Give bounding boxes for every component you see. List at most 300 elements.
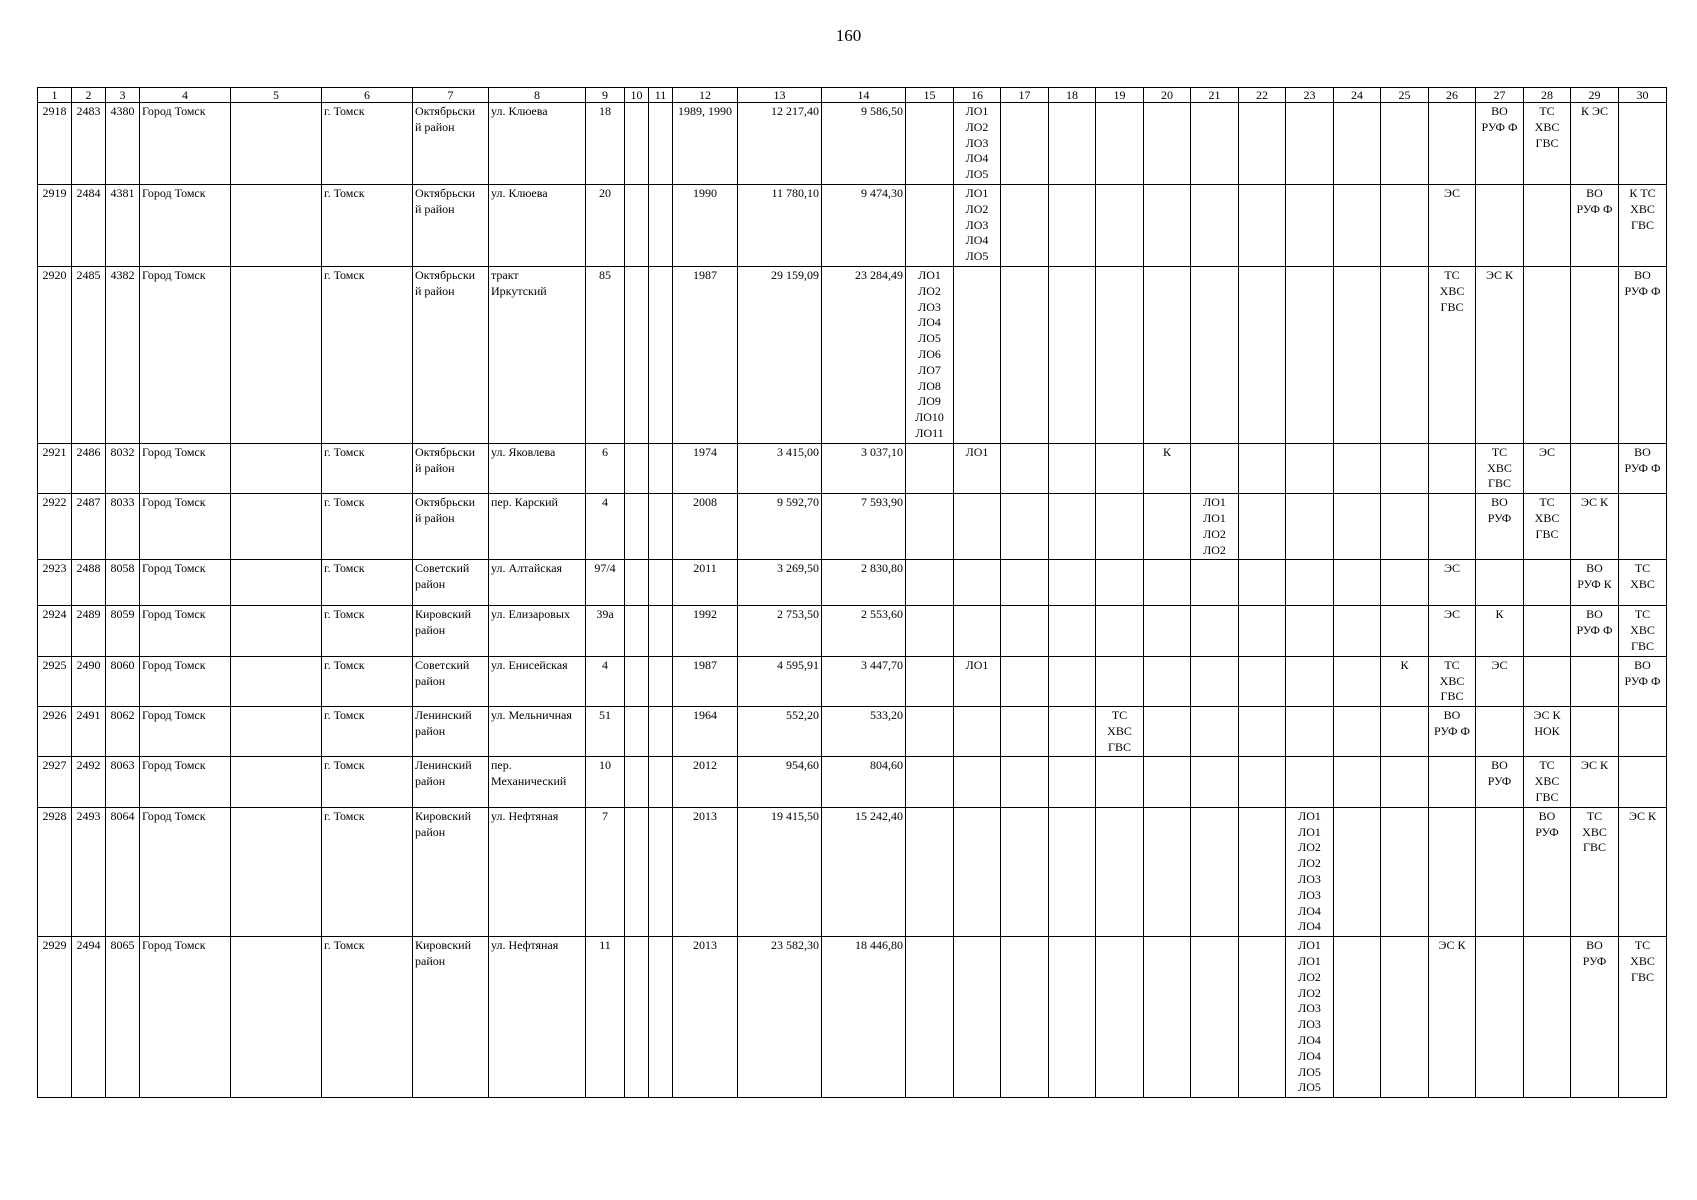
cell-col-29: ЭС К bbox=[1571, 757, 1619, 807]
cell-col-9: 6 bbox=[586, 443, 625, 493]
cell-col-26: ЭС bbox=[1429, 606, 1476, 656]
cell-col-2: 2487 bbox=[72, 494, 106, 560]
cell-col-3: 8064 bbox=[106, 807, 140, 936]
cell-col-16 bbox=[954, 937, 1001, 1098]
cell-col-8: ул. Алтайская bbox=[489, 560, 586, 606]
cell-col-8: ул. Нефтяная bbox=[489, 807, 586, 936]
cell-col-7: Октябрьски й район bbox=[413, 103, 489, 185]
cell-col-12: 2012 bbox=[673, 757, 738, 807]
cell-col-2: 2485 bbox=[72, 266, 106, 443]
cell-col-4: Город Томск bbox=[140, 560, 231, 606]
cell-col-5 bbox=[231, 937, 322, 1098]
cell-col-16: ЛО1 ЛО2 ЛО3 ЛО4 ЛО5 bbox=[954, 103, 1001, 185]
cell-col-20 bbox=[1144, 560, 1191, 606]
cell-col-26: ЭС bbox=[1429, 560, 1476, 606]
cell-col-26: ЭС bbox=[1429, 184, 1476, 266]
cell-col-14: 7 593,90 bbox=[822, 494, 906, 560]
cell-col-20 bbox=[1144, 656, 1191, 706]
column-header-11: 11 bbox=[649, 88, 673, 103]
column-header-21: 21 bbox=[1191, 88, 1239, 103]
cell-col-9: 85 bbox=[586, 266, 625, 443]
cell-col-27: ЭС К bbox=[1476, 266, 1524, 443]
cell-col-30 bbox=[1619, 494, 1667, 560]
cell-col-6: г. Томск bbox=[322, 103, 413, 185]
cell-col-12: 2013 bbox=[673, 937, 738, 1098]
cell-col-23 bbox=[1286, 494, 1334, 560]
cell-col-29 bbox=[1571, 656, 1619, 706]
cell-col-26: ТС ХВС ГВС bbox=[1429, 266, 1476, 443]
cell-col-5 bbox=[231, 757, 322, 807]
cell-col-18 bbox=[1049, 494, 1096, 560]
cell-col-16 bbox=[954, 807, 1001, 936]
cell-col-27 bbox=[1476, 807, 1524, 936]
cell-col-9: 97/4 bbox=[586, 560, 625, 606]
cell-col-19 bbox=[1096, 443, 1144, 493]
cell-col-2: 2483 bbox=[72, 103, 106, 185]
table-row bbox=[38, 606, 1667, 656]
cell-col-27 bbox=[1476, 184, 1524, 266]
cell-col-16: ЛО1 bbox=[954, 656, 1001, 706]
cell-col-11 bbox=[649, 807, 673, 936]
column-header-19: 19 bbox=[1096, 88, 1144, 103]
cell-col-29: ТС ХВС ГВС bbox=[1571, 807, 1619, 936]
cell-col-21 bbox=[1191, 266, 1239, 443]
column-header-9: 9 bbox=[586, 88, 625, 103]
cell-col-6: г. Томск bbox=[322, 937, 413, 1098]
cell-col-2: 2491 bbox=[72, 707, 106, 757]
cell-col-24 bbox=[1334, 606, 1381, 656]
cell-col-11 bbox=[649, 656, 673, 706]
column-header-12: 12 bbox=[673, 88, 738, 103]
cell-col-24 bbox=[1334, 707, 1381, 757]
cell-col-15 bbox=[906, 560, 954, 606]
cell-col-18 bbox=[1049, 103, 1096, 185]
cell-col-14: 2 553,60 bbox=[822, 606, 906, 656]
cell-col-16: ЛО1 ЛО2 ЛО3 ЛО4 ЛО5 bbox=[954, 184, 1001, 266]
cell-col-26: ЭС К bbox=[1429, 937, 1476, 1098]
cell-col-12: 1987 bbox=[673, 656, 738, 706]
cell-col-1: 2920 bbox=[38, 266, 72, 443]
cell-col-9: 51 bbox=[586, 707, 625, 757]
cell-col-4: Город Томск bbox=[140, 103, 231, 185]
cell-col-9: 4 bbox=[586, 494, 625, 560]
cell-col-29: ВО РУФ Ф bbox=[1571, 184, 1619, 266]
cell-col-14: 3 037,10 bbox=[822, 443, 906, 493]
cell-col-2: 2493 bbox=[72, 807, 106, 936]
cell-col-7: Октябрьски й район bbox=[413, 184, 489, 266]
cell-col-19 bbox=[1096, 757, 1144, 807]
cell-col-28: ТС ХВС ГВС bbox=[1524, 757, 1571, 807]
cell-col-24 bbox=[1334, 103, 1381, 185]
cell-col-29: ЭС К bbox=[1571, 494, 1619, 560]
cell-col-12: 1964 bbox=[673, 707, 738, 757]
cell-col-9: 18 bbox=[586, 103, 625, 185]
cell-col-10 bbox=[625, 656, 649, 706]
cell-col-22 bbox=[1239, 606, 1286, 656]
cell-col-16 bbox=[954, 560, 1001, 606]
cell-col-12: 2011 bbox=[673, 560, 738, 606]
cell-col-22 bbox=[1239, 443, 1286, 493]
cell-col-14: 18 446,80 bbox=[822, 937, 906, 1098]
cell-col-27: К bbox=[1476, 606, 1524, 656]
cell-col-17 bbox=[1001, 937, 1049, 1098]
cell-col-10 bbox=[625, 560, 649, 606]
cell-col-17 bbox=[1001, 606, 1049, 656]
column-header-28: 28 bbox=[1524, 88, 1571, 103]
cell-col-13: 9 592,70 bbox=[738, 494, 822, 560]
cell-col-10 bbox=[625, 103, 649, 185]
cell-col-26 bbox=[1429, 757, 1476, 807]
cell-col-13: 4 595,91 bbox=[738, 656, 822, 706]
cell-col-23 bbox=[1286, 103, 1334, 185]
column-header-7: 7 bbox=[413, 88, 489, 103]
cell-col-4: Город Томск bbox=[140, 266, 231, 443]
cell-col-20 bbox=[1144, 707, 1191, 757]
cell-col-15 bbox=[906, 757, 954, 807]
cell-col-25 bbox=[1381, 103, 1429, 185]
cell-col-1: 2924 bbox=[38, 606, 72, 656]
table-row bbox=[38, 560, 1667, 606]
cell-col-23 bbox=[1286, 184, 1334, 266]
table-row bbox=[38, 494, 1667, 560]
cell-col-18 bbox=[1049, 937, 1096, 1098]
cell-col-21 bbox=[1191, 443, 1239, 493]
cell-col-14: 23 284,49 bbox=[822, 266, 906, 443]
cell-col-28 bbox=[1524, 656, 1571, 706]
cell-col-5 bbox=[231, 707, 322, 757]
cell-col-22 bbox=[1239, 807, 1286, 936]
cell-col-24 bbox=[1334, 937, 1381, 1098]
column-header-20: 20 bbox=[1144, 88, 1191, 103]
cell-col-28 bbox=[1524, 266, 1571, 443]
cell-col-17 bbox=[1001, 656, 1049, 706]
cell-col-22 bbox=[1239, 757, 1286, 807]
cell-col-29 bbox=[1571, 443, 1619, 493]
cell-col-28 bbox=[1524, 560, 1571, 606]
cell-col-20: К bbox=[1144, 443, 1191, 493]
cell-col-25 bbox=[1381, 707, 1429, 757]
cell-col-7: Кировский район bbox=[413, 807, 489, 936]
cell-col-8: тракт Иркутский bbox=[489, 266, 586, 443]
cell-col-3: 8033 bbox=[106, 494, 140, 560]
cell-col-23: ЛО1 ЛО1 ЛО2 ЛО2 ЛО3 ЛО3 ЛО4 ЛО4 bbox=[1286, 807, 1334, 936]
cell-col-17 bbox=[1001, 757, 1049, 807]
cell-col-30 bbox=[1619, 757, 1667, 807]
cell-col-30: ТС ХВС ГВС bbox=[1619, 937, 1667, 1098]
cell-col-28: ЭС К НОК bbox=[1524, 707, 1571, 757]
cell-col-4: Город Томск bbox=[140, 656, 231, 706]
cell-col-17 bbox=[1001, 103, 1049, 185]
cell-col-2: 2490 bbox=[72, 656, 106, 706]
cell-col-4: Город Томск bbox=[140, 757, 231, 807]
cell-col-14: 9 586,50 bbox=[822, 103, 906, 185]
cell-col-26 bbox=[1429, 807, 1476, 936]
cell-col-29: ВО РУФ К bbox=[1571, 560, 1619, 606]
cell-col-21 bbox=[1191, 656, 1239, 706]
cell-col-26 bbox=[1429, 443, 1476, 493]
cell-col-22 bbox=[1239, 103, 1286, 185]
cell-col-30: К ТС ХВС ГВС bbox=[1619, 184, 1667, 266]
cell-col-27: ЭС bbox=[1476, 656, 1524, 706]
cell-col-18 bbox=[1049, 757, 1096, 807]
cell-col-5 bbox=[231, 443, 322, 493]
cell-col-13: 19 415,50 bbox=[738, 807, 822, 936]
cell-col-28: ТС ХВС ГВС bbox=[1524, 103, 1571, 185]
cell-col-30: ВО РУФ Ф bbox=[1619, 656, 1667, 706]
cell-col-5 bbox=[231, 656, 322, 706]
column-header-24: 24 bbox=[1334, 88, 1381, 103]
cell-col-19 bbox=[1096, 103, 1144, 185]
cell-col-27: ТС ХВС ГВС bbox=[1476, 443, 1524, 493]
cell-col-30: ВО РУФ Ф bbox=[1619, 443, 1667, 493]
cell-col-6: г. Томск bbox=[322, 656, 413, 706]
cell-col-23 bbox=[1286, 757, 1334, 807]
cell-col-11 bbox=[649, 937, 673, 1098]
cell-col-5 bbox=[231, 266, 322, 443]
cell-col-10 bbox=[625, 443, 649, 493]
cell-col-14: 15 242,40 bbox=[822, 807, 906, 936]
cell-col-3: 8062 bbox=[106, 707, 140, 757]
column-header-6: 6 bbox=[322, 88, 413, 103]
column-header-25: 25 bbox=[1381, 88, 1429, 103]
cell-col-7: Октябрьски й район bbox=[413, 494, 489, 560]
cell-col-13: 29 159,09 bbox=[738, 266, 822, 443]
cell-col-8: ул. Нефтяная bbox=[489, 937, 586, 1098]
page-number: 160 bbox=[835, 26, 862, 45]
cell-col-5 bbox=[231, 606, 322, 656]
table-row bbox=[38, 443, 1667, 493]
cell-col-17 bbox=[1001, 560, 1049, 606]
cell-col-29: ВО РУФ Ф bbox=[1571, 606, 1619, 656]
cell-col-25 bbox=[1381, 807, 1429, 936]
cell-col-20 bbox=[1144, 184, 1191, 266]
cell-col-3: 8059 bbox=[106, 606, 140, 656]
cell-col-21 bbox=[1191, 184, 1239, 266]
cell-col-16: ЛО1 bbox=[954, 443, 1001, 493]
cell-col-26 bbox=[1429, 103, 1476, 185]
cell-col-7: Ленинский район bbox=[413, 757, 489, 807]
cell-col-21 bbox=[1191, 606, 1239, 656]
cell-col-24 bbox=[1334, 757, 1381, 807]
cell-col-4: Город Томск bbox=[140, 443, 231, 493]
column-header-1: 1 bbox=[38, 88, 72, 103]
cell-col-2: 2489 bbox=[72, 606, 106, 656]
cell-col-18 bbox=[1049, 184, 1096, 266]
cell-col-24 bbox=[1334, 184, 1381, 266]
cell-col-8: пер. Карский bbox=[489, 494, 586, 560]
cell-col-15 bbox=[906, 443, 954, 493]
column-header-8: 8 bbox=[489, 88, 586, 103]
cell-col-27 bbox=[1476, 707, 1524, 757]
cell-col-21 bbox=[1191, 560, 1239, 606]
cell-col-17 bbox=[1001, 707, 1049, 757]
cell-col-27 bbox=[1476, 560, 1524, 606]
cell-col-22 bbox=[1239, 184, 1286, 266]
cell-col-14: 804,60 bbox=[822, 757, 906, 807]
cell-col-4: Город Томск bbox=[140, 937, 231, 1098]
cell-col-12: 1987 bbox=[673, 266, 738, 443]
cell-col-20 bbox=[1144, 757, 1191, 807]
cell-col-2: 2486 bbox=[72, 443, 106, 493]
cell-col-23: ЛО1 ЛО1 ЛО2 ЛО2 ЛО3 ЛО3 ЛО4 ЛО4 ЛО5 ЛО5 bbox=[1286, 937, 1334, 1098]
column-header-18: 18 bbox=[1049, 88, 1096, 103]
cell-col-16 bbox=[954, 266, 1001, 443]
cell-col-10 bbox=[625, 606, 649, 656]
cell-col-24 bbox=[1334, 443, 1381, 493]
cell-col-1: 2926 bbox=[38, 707, 72, 757]
cell-col-19 bbox=[1096, 494, 1144, 560]
cell-col-20 bbox=[1144, 266, 1191, 443]
cell-col-9: 10 bbox=[586, 757, 625, 807]
cell-col-5 bbox=[231, 560, 322, 606]
cell-col-8: ул. Яковлева bbox=[489, 443, 586, 493]
cell-col-21: ЛО1 ЛО1 ЛО2 ЛО2 bbox=[1191, 494, 1239, 560]
column-header-10: 10 bbox=[625, 88, 649, 103]
cell-col-3: 8060 bbox=[106, 656, 140, 706]
cell-col-19 bbox=[1096, 560, 1144, 606]
cell-col-29: ВО РУФ bbox=[1571, 937, 1619, 1098]
cell-col-12: 1974 bbox=[673, 443, 738, 493]
cell-col-8: ул. Клюева bbox=[489, 103, 586, 185]
cell-col-13: 2 753,50 bbox=[738, 606, 822, 656]
cell-col-8: пер. Механический bbox=[489, 757, 586, 807]
cell-col-3: 8058 bbox=[106, 560, 140, 606]
cell-col-28: ЭС bbox=[1524, 443, 1571, 493]
cell-col-1: 2928 bbox=[38, 807, 72, 936]
cell-col-15 bbox=[906, 707, 954, 757]
cell-col-2: 2492 bbox=[72, 757, 106, 807]
cell-col-11 bbox=[649, 184, 673, 266]
cell-col-25 bbox=[1381, 443, 1429, 493]
cell-col-28 bbox=[1524, 184, 1571, 266]
column-header-26: 26 bbox=[1429, 88, 1476, 103]
cell-col-11 bbox=[649, 606, 673, 656]
cell-col-17 bbox=[1001, 266, 1049, 443]
cell-col-20 bbox=[1144, 937, 1191, 1098]
cell-col-6: г. Томск bbox=[322, 184, 413, 266]
cell-col-21 bbox=[1191, 937, 1239, 1098]
cell-col-13: 11 780,10 bbox=[738, 184, 822, 266]
cell-col-19 bbox=[1096, 184, 1144, 266]
cell-col-11 bbox=[649, 707, 673, 757]
cell-col-26: ТС ХВС ГВС bbox=[1429, 656, 1476, 706]
cell-col-30 bbox=[1619, 103, 1667, 185]
cell-col-28 bbox=[1524, 937, 1571, 1098]
cell-col-24 bbox=[1334, 494, 1381, 560]
cell-col-13: 954,60 bbox=[738, 757, 822, 807]
cell-col-29 bbox=[1571, 707, 1619, 757]
cell-col-1: 2927 bbox=[38, 757, 72, 807]
cell-col-27: ВО РУФ Ф bbox=[1476, 103, 1524, 185]
cell-col-9: 4 bbox=[586, 656, 625, 706]
cell-col-19 bbox=[1096, 656, 1144, 706]
cell-col-24 bbox=[1334, 560, 1381, 606]
cell-col-1: 2918 bbox=[38, 103, 72, 185]
cell-col-21 bbox=[1191, 707, 1239, 757]
cell-col-22 bbox=[1239, 707, 1286, 757]
cell-col-2: 2484 bbox=[72, 184, 106, 266]
cell-col-5 bbox=[231, 807, 322, 936]
cell-col-18 bbox=[1049, 266, 1096, 443]
cell-col-7: Кировский район bbox=[413, 606, 489, 656]
cell-col-4: Город Томск bbox=[140, 606, 231, 656]
cell-col-11 bbox=[649, 757, 673, 807]
cell-col-6: г. Томск bbox=[322, 560, 413, 606]
cell-col-22 bbox=[1239, 656, 1286, 706]
cell-col-19 bbox=[1096, 266, 1144, 443]
cell-col-21 bbox=[1191, 103, 1239, 185]
cell-col-3: 4381 bbox=[106, 184, 140, 266]
cell-col-15 bbox=[906, 606, 954, 656]
cell-col-30 bbox=[1619, 707, 1667, 757]
cell-col-18 bbox=[1049, 606, 1096, 656]
cell-col-30: ТС ХВС ГВС bbox=[1619, 606, 1667, 656]
cell-col-4: Город Томск bbox=[140, 807, 231, 936]
cell-col-28: ТС ХВС ГВС bbox=[1524, 494, 1571, 560]
cell-col-10 bbox=[625, 937, 649, 1098]
cell-col-26 bbox=[1429, 494, 1476, 560]
cell-col-21 bbox=[1191, 757, 1239, 807]
cell-col-12: 1992 bbox=[673, 606, 738, 656]
cell-col-24 bbox=[1334, 266, 1381, 443]
cell-col-23 bbox=[1286, 560, 1334, 606]
cell-col-23 bbox=[1286, 707, 1334, 757]
cell-col-1: 2919 bbox=[38, 184, 72, 266]
cell-col-27: ВО РУФ bbox=[1476, 757, 1524, 807]
cell-col-28: ВО РУФ bbox=[1524, 807, 1571, 936]
cell-col-16 bbox=[954, 757, 1001, 807]
cell-col-5 bbox=[231, 184, 322, 266]
cell-col-1: 2923 bbox=[38, 560, 72, 606]
table-row bbox=[38, 266, 1667, 443]
cell-col-8: ул. Елизаровых bbox=[489, 606, 586, 656]
cell-col-1: 2921 bbox=[38, 443, 72, 493]
column-header-22: 22 bbox=[1239, 88, 1286, 103]
cell-col-25 bbox=[1381, 184, 1429, 266]
cell-col-7: Октябрьски й район bbox=[413, 266, 489, 443]
cell-col-22 bbox=[1239, 560, 1286, 606]
cell-col-9: 20 bbox=[586, 184, 625, 266]
column-header-30: 30 bbox=[1619, 88, 1667, 103]
cell-col-19 bbox=[1096, 937, 1144, 1098]
cell-col-2: 2488 bbox=[72, 560, 106, 606]
cell-col-26: ВО РУФ Ф bbox=[1429, 707, 1476, 757]
header-row bbox=[38, 88, 1667, 103]
cell-col-3: 4380 bbox=[106, 103, 140, 185]
column-header-13: 13 bbox=[738, 88, 822, 103]
cell-col-18 bbox=[1049, 656, 1096, 706]
cell-col-3: 8063 bbox=[106, 757, 140, 807]
cell-col-17 bbox=[1001, 443, 1049, 493]
table-row bbox=[38, 807, 1667, 936]
cell-col-13: 23 582,30 bbox=[738, 937, 822, 1098]
table-row bbox=[38, 103, 1667, 185]
cell-col-21 bbox=[1191, 807, 1239, 936]
cell-col-15 bbox=[906, 807, 954, 936]
table-row bbox=[38, 707, 1667, 757]
cell-col-12: 2008 bbox=[673, 494, 738, 560]
cell-col-23 bbox=[1286, 606, 1334, 656]
column-header-5: 5 bbox=[231, 88, 322, 103]
cell-col-20 bbox=[1144, 494, 1191, 560]
cell-col-29 bbox=[1571, 266, 1619, 443]
cell-col-7: Октябрьски й район bbox=[413, 443, 489, 493]
column-header-3: 3 bbox=[106, 88, 140, 103]
cell-col-7: Советский район bbox=[413, 656, 489, 706]
cell-col-10 bbox=[625, 494, 649, 560]
cell-col-6: г. Томск bbox=[322, 443, 413, 493]
cell-col-22 bbox=[1239, 937, 1286, 1098]
